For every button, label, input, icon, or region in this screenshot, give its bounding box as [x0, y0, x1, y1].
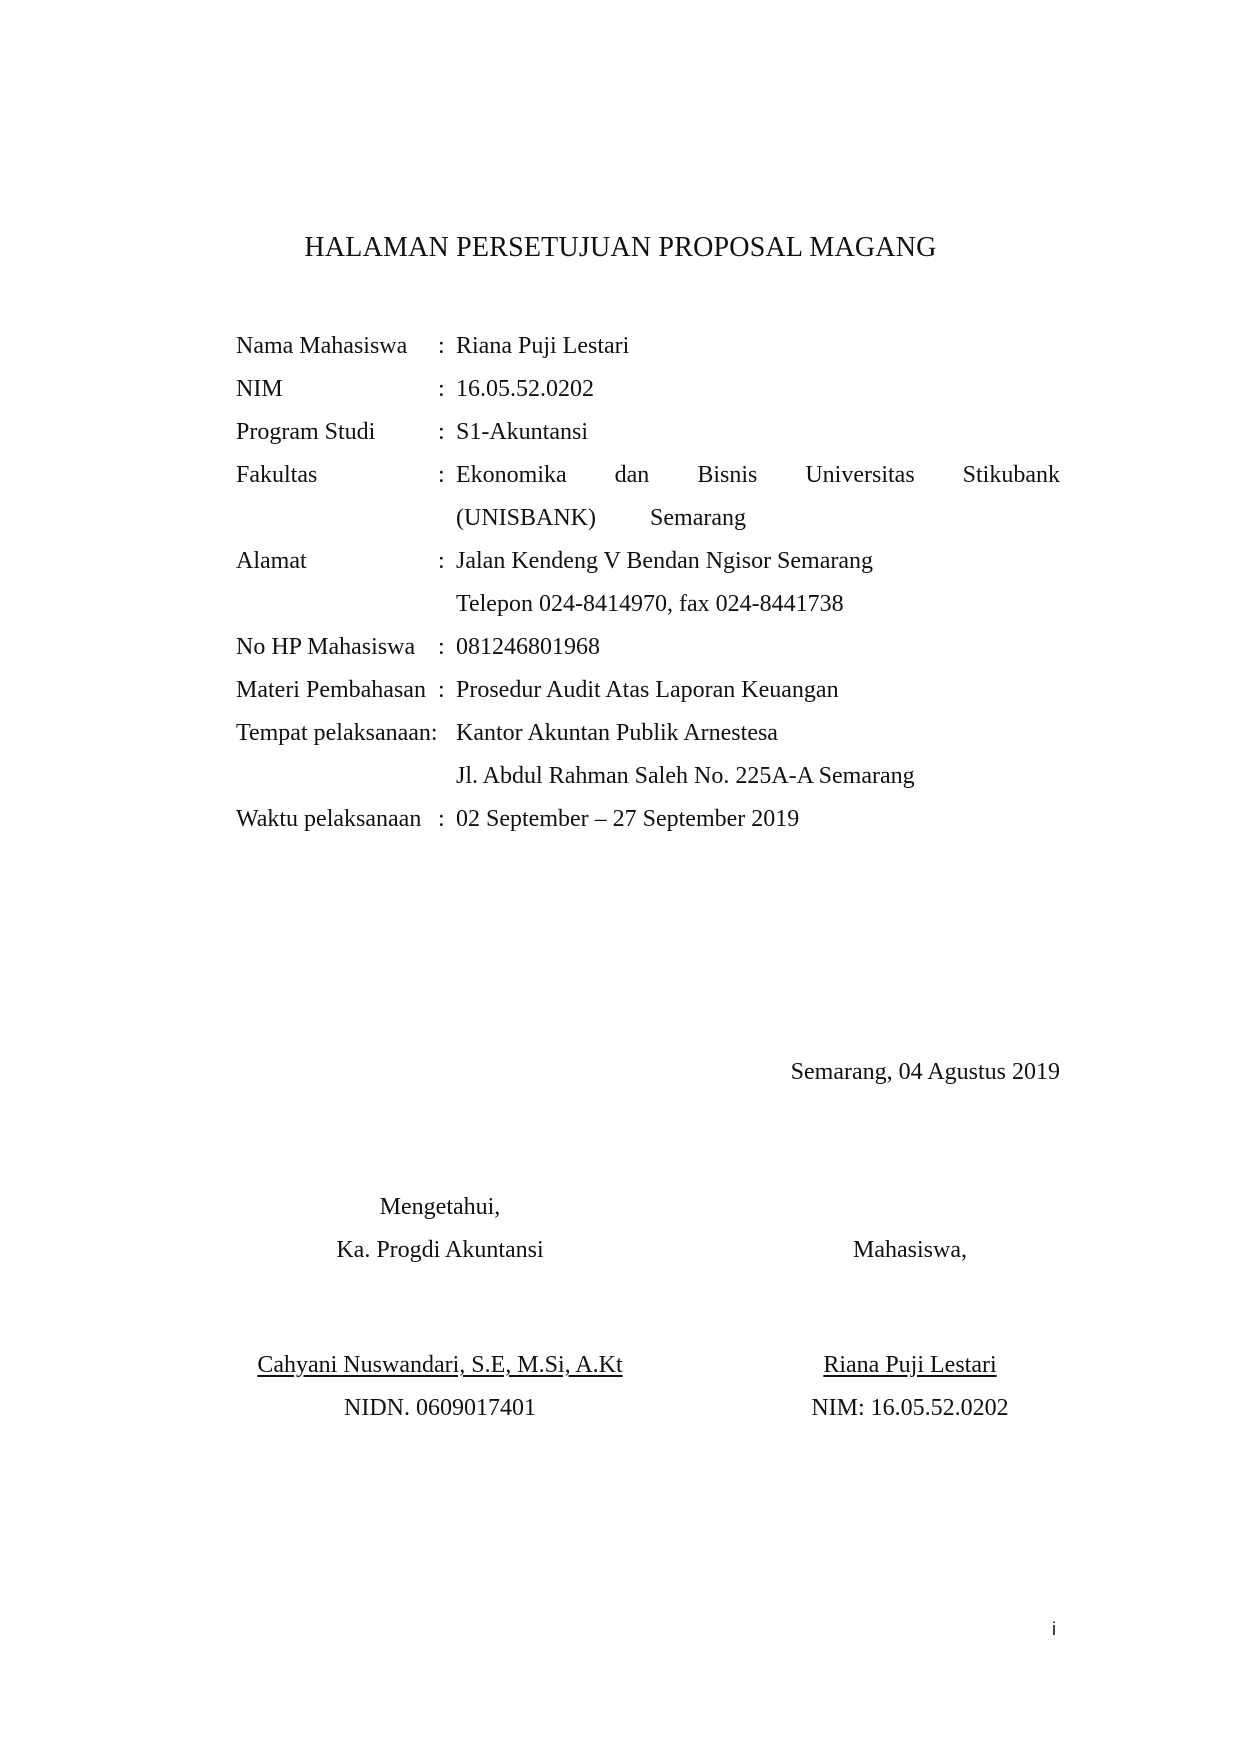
- field-label: Waktu pelaksanaan: [236, 806, 422, 832]
- field-colon: :: [438, 333, 445, 359]
- field-prodi: [236, 411, 1060, 454]
- field-alamat: [236, 540, 1060, 583]
- field-value: Kantor Akuntan Publik Arnestesa: [456, 720, 778, 746]
- field-label: Program Studi: [236, 419, 376, 445]
- word: Ekonomika: [456, 462, 567, 488]
- word: Universitas: [805, 462, 915, 488]
- field-colon: :: [438, 419, 445, 445]
- field-tempat-cont: [236, 755, 1060, 798]
- field-value-line2: [456, 497, 746, 540]
- field-colon: :: [438, 806, 445, 832]
- field-alamat-cont: [236, 583, 1060, 626]
- field-value-line1: [456, 454, 1060, 497]
- page-number: i: [1052, 1619, 1056, 1639]
- field-value: Riana Puji Lestari: [456, 333, 630, 359]
- signature-right-line1: Mahasiswa,: [853, 1237, 967, 1263]
- student-info-block: [236, 325, 1060, 841]
- field-materi: [236, 669, 1060, 712]
- field-value: Jl. Abdul Rahman Saleh No. 225A-A Semarang: [456, 763, 915, 789]
- field-label: Alamat: [236, 548, 307, 574]
- word: Semarang: [650, 505, 746, 531]
- field-value: S1-Akuntansi: [456, 419, 588, 445]
- page-title: HALAMAN PERSETUJUAN PROPOSAL MAGANG: [304, 232, 937, 263]
- signer-id: NIM: 16.05.52.0202: [811, 1395, 1009, 1421]
- word: dan: [614, 462, 650, 488]
- field-fakultas-cont: [236, 497, 1060, 540]
- signature-left-line2: Ka. Progdi Akuntansi: [336, 1237, 544, 1263]
- signature-left-block: [240, 1344, 640, 1430]
- signature-right-block: [760, 1344, 1060, 1430]
- field-label: Fakultas: [236, 462, 318, 488]
- signer-name: Riana Puji Lestari: [823, 1352, 997, 1378]
- signer-name: Cahyani Nuswandari, S.E, M.Si, A.Kt: [257, 1352, 623, 1378]
- field-label: No HP Mahasiswa: [236, 634, 416, 660]
- signer-id: NIDN. 0609017401: [344, 1395, 536, 1421]
- field-colon: :: [438, 677, 445, 703]
- field-value: 16.05.52.0202: [456, 376, 594, 402]
- field-hp: [236, 626, 1060, 669]
- field-fakultas: [236, 454, 1060, 497]
- field-colon: :: [438, 548, 445, 574]
- field-nama: [236, 325, 1060, 368]
- field-label: Materi Pembahasan: [236, 677, 426, 703]
- field-value: Jalan Kendeng V Bendan Ngisor Semarang: [456, 548, 874, 574]
- field-colon: :: [438, 376, 445, 402]
- field-waktu: [236, 798, 1060, 841]
- signature-left-line1: Mengetahui,: [379, 1194, 501, 1220]
- signature-left: [240, 1186, 640, 1272]
- field-value: Prosedur Audit Atas Laporan Keuangan: [456, 677, 839, 703]
- word: Stikubank: [962, 462, 1060, 488]
- field-nim: [236, 368, 1060, 411]
- field-label: NIM: [236, 376, 283, 402]
- field-value: Telepon 024-8414970, fax 024-8441738: [456, 591, 844, 617]
- field-tempat: [236, 712, 1060, 755]
- field-label: Tempat pelaksanaan:: [236, 720, 438, 746]
- field-value: 081246801968: [456, 634, 600, 660]
- field-colon: :: [438, 634, 445, 660]
- field-label: Nama Mahasiswa: [236, 333, 408, 359]
- place-date: Semarang, 04 Agustus 2019: [790, 1059, 1060, 1085]
- field-colon: :: [438, 462, 445, 488]
- signature-right: [760, 1229, 1060, 1272]
- field-value: 02 September – 27 September 2019: [456, 806, 800, 832]
- word: (UNISBANK): [456, 505, 596, 531]
- word: Bisnis: [697, 462, 758, 488]
